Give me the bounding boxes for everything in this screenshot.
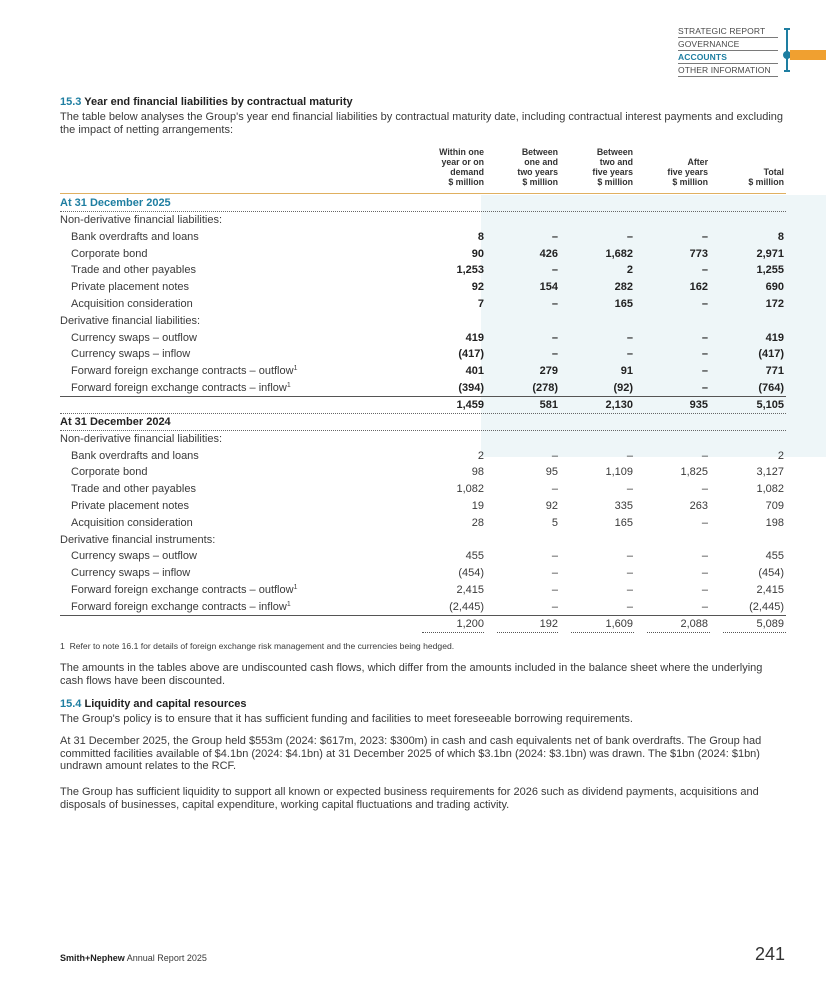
- header-line: two years: [517, 167, 558, 177]
- table-row: [60, 448, 786, 465]
- cell-value: 172: [765, 298, 784, 310]
- row-label-text: Trade and other payables: [71, 264, 196, 277]
- cell-value: 5: [551, 516, 558, 529]
- cell-value: 2: [626, 264, 633, 277]
- header-line: After: [687, 157, 708, 167]
- table-row: [60, 279, 786, 296]
- row-label: [71, 483, 196, 495]
- footer-brand: [60, 953, 207, 963]
- total-underline: [571, 632, 634, 633]
- cell-value: (394): [458, 382, 484, 394]
- row-label-text: Corporate bond: [71, 466, 148, 479]
- cell-value: 335: [614, 500, 633, 512]
- table-row: [60, 565, 786, 582]
- cell-value: 98: [471, 466, 484, 479]
- cell-value: 690: [765, 281, 784, 294]
- totals-row: [60, 397, 786, 414]
- header-line: Between: [596, 147, 633, 157]
- total-value: 1,200: [456, 617, 484, 630]
- table-row: [60, 246, 786, 263]
- row-label: [71, 466, 147, 478]
- cell-value: (417): [758, 348, 784, 361]
- row-label-text: Bank overdrafts and loans: [71, 449, 199, 462]
- cell-value: –: [626, 550, 633, 563]
- cell-value: 92: [545, 500, 558, 512]
- cell-value: (278): [532, 382, 558, 394]
- section-15-3-intro: The table below analyses the Group's year end financial liabilities by contractual maturity date, including contractual interest payments and excluding the impact of netting arrangements:: [60, 111, 784, 136]
- header-line: demand: [450, 167, 484, 177]
- row-label-text: Forward foreign exchange contracts – inflow: [71, 382, 287, 394]
- cell-value: –: [626, 584, 633, 596]
- col-header-after-five-years: [667, 157, 708, 187]
- cell-value: –: [551, 298, 558, 310]
- cell-value: –: [626, 230, 633, 243]
- cell-value: 1,253: [456, 264, 484, 277]
- col-header-total: [748, 167, 784, 187]
- row-label: [71, 281, 189, 293]
- row-label: [71, 348, 190, 360]
- table-row: [60, 296, 786, 313]
- cell-value: –: [551, 584, 558, 596]
- cell-value: (454): [458, 567, 484, 580]
- header-rule: [60, 193, 786, 194]
- cell-value: (92): [613, 382, 633, 394]
- section-title: Year end financial liabilities by contractual maturity: [84, 96, 353, 108]
- cell-value: (2,445): [449, 600, 484, 613]
- cell-value: 19: [471, 500, 484, 512]
- cell-value: –: [701, 483, 708, 496]
- cell-value: (2,445): [749, 600, 784, 613]
- cell-value: 279: [539, 365, 558, 378]
- cell-value: 2: [777, 449, 784, 462]
- cell-value: (764): [758, 382, 784, 394]
- row-label-text: Acquisition consideration: [71, 298, 193, 310]
- header-line: Within one: [439, 147, 484, 157]
- cell-value: 3,127: [756, 466, 784, 479]
- table-row: [60, 464, 786, 481]
- header-line: $ million: [448, 177, 484, 187]
- row-label: [71, 450, 199, 462]
- table-row: [60, 330, 786, 347]
- row-label-text: Currency swaps – outflow: [71, 550, 197, 563]
- nav-tick: [784, 28, 790, 30]
- row-label: [71, 248, 147, 260]
- cell-value: 1,082: [756, 483, 784, 496]
- header-line: two and: [599, 157, 633, 167]
- cell-value: 455: [765, 550, 784, 563]
- header-line: five years: [667, 167, 708, 177]
- row-label: [71, 382, 291, 394]
- row-label: [71, 231, 199, 243]
- total-value: 1,459: [456, 398, 484, 411]
- cell-value: –: [701, 365, 708, 378]
- nav-other-information[interactable]: OTHER INFORMATION: [678, 64, 778, 77]
- footnote-ref: 1: [293, 365, 298, 373]
- col-header-within-one-year: [439, 147, 484, 187]
- cell-value: –: [626, 567, 633, 580]
- liquidity-sufficiency: The Group has sufficient liquidity to support all known or expected business requirements for 2026 such as dividend payments, acquisitions and disposals of businesses, capital expenditure, working capital fluctuations and trading activity.: [60, 786, 759, 811]
- group-heading: [60, 212, 786, 229]
- table-row: [60, 262, 786, 279]
- cell-value: –: [551, 600, 558, 613]
- cell-value: 1,682: [605, 247, 633, 260]
- undiscounted-note: The amounts in the tables above are undiscounted cash flows, which differ from the amounts included in the balance sheet where the underlying cash flows have been discounted.: [60, 662, 763, 687]
- cell-value: 2: [477, 449, 484, 462]
- section-15-3-heading: [60, 96, 353, 108]
- total-value: 935: [689, 398, 708, 411]
- cell-value: 165: [614, 516, 633, 529]
- report-name: Annual Report 2025: [126, 953, 207, 963]
- header-line: five years: [592, 167, 633, 177]
- table-row: [60, 481, 786, 498]
- row-label: [71, 601, 291, 613]
- table-row: [60, 548, 786, 565]
- year-heading-2024: [60, 414, 786, 431]
- cell-value: 419: [465, 331, 484, 344]
- col-header-two-to-five-years: [592, 147, 633, 187]
- row-label-text: Private placement notes: [71, 281, 190, 294]
- row-label-text: Forward foreign exchange contracts – inflow: [71, 600, 287, 613]
- cell-value: 7: [477, 298, 484, 310]
- row-label-text: Currency swaps – inflow: [71, 567, 191, 580]
- total-value: 581: [539, 398, 558, 411]
- row-label: [71, 365, 297, 377]
- cell-value: 282: [614, 281, 633, 294]
- footnote-ref: 1: [286, 600, 291, 608]
- cell-value: 426: [539, 247, 558, 260]
- total-value: 192: [539, 617, 558, 630]
- row-label-text: Private placement notes: [71, 500, 190, 512]
- col-header-one-to-two-years: [517, 147, 558, 187]
- cell-value: –: [701, 348, 708, 361]
- footnote: [60, 641, 454, 651]
- total-value: 5,105: [756, 398, 784, 411]
- cell-value: 263: [689, 500, 708, 512]
- row-label-text: Corporate bond: [71, 247, 148, 260]
- nav-governance[interactable]: GOVERNANCE: [678, 38, 778, 51]
- cell-value: –: [626, 449, 633, 462]
- table-row: [60, 582, 786, 599]
- total-underline: [497, 632, 558, 633]
- total-value: 2,088: [680, 617, 708, 630]
- brand-name: Smith+Nephew: [60, 953, 125, 963]
- footnote-ref: 1: [293, 584, 298, 591]
- cell-value: –: [551, 483, 558, 496]
- year-heading-2025: [60, 195, 786, 212]
- section-number: 15.3: [60, 96, 82, 108]
- cell-value: –: [701, 600, 708, 613]
- cell-value: –: [701, 567, 708, 580]
- row-label-text: Trade and other payables: [71, 483, 196, 496]
- cell-value: –: [626, 483, 633, 496]
- total-underline: [422, 632, 484, 633]
- row-label: [71, 550, 197, 562]
- cell-value: 401: [465, 365, 484, 378]
- cell-value: 198: [765, 516, 784, 529]
- group-heading-label: Non-derivative financial liabilities:: [60, 214, 223, 226]
- cell-value: –: [701, 584, 708, 596]
- cell-value: –: [701, 298, 708, 310]
- table-row: [60, 515, 786, 532]
- cell-value: 2,415: [756, 584, 784, 596]
- table-row: [60, 363, 786, 380]
- cell-value: –: [701, 331, 708, 344]
- cell-value: 8: [477, 230, 484, 243]
- cell-value: (454): [758, 567, 784, 580]
- header-line: $ million: [748, 177, 784, 187]
- group-heading-label: Derivative financial liabilities:: [60, 314, 201, 327]
- cell-value: 90: [471, 247, 484, 260]
- nav-accounts[interactable]: ACCOUNTS: [678, 51, 778, 64]
- cell-value: –: [551, 264, 558, 277]
- cell-value: –: [551, 567, 558, 580]
- cell-value: (417): [458, 348, 484, 361]
- cell-value: –: [701, 550, 708, 563]
- cell-value: 709: [765, 500, 784, 512]
- cell-value: 455: [465, 550, 484, 563]
- cell-value: 28: [471, 516, 484, 529]
- cell-value: 162: [689, 281, 708, 294]
- total-value: 5,089: [756, 617, 784, 630]
- header-line: $ million: [522, 177, 558, 187]
- cell-value: –: [626, 348, 633, 361]
- table-row: [60, 599, 786, 616]
- cell-value: –: [551, 449, 558, 462]
- header-line: $ million: [672, 177, 708, 187]
- row-label-text: Forward foreign exchange contracts – outflow: [71, 365, 294, 378]
- liquidity-policy: The Group's policy is to ensure that it has sufficient funding and facilities to meet foreseeable borrowing requirements.: [60, 713, 633, 725]
- row-label: [71, 517, 193, 529]
- cell-value: –: [551, 348, 558, 361]
- cell-value: 2,971: [756, 247, 784, 260]
- row-label: [71, 332, 197, 344]
- row-label: [71, 298, 193, 310]
- nav-tick: [784, 70, 790, 72]
- row-label: [71, 500, 189, 512]
- cell-value: 2,415: [456, 584, 484, 596]
- liquidity-cash-facilities: At 31 December 2025, the Group held $553m (2024: $617m, 2023: $300m) in cash and cash equivalents net of bank overdrafts. The Group had committed facilities available of $4.1bn (2024: $4.1bn) at 31 December 2025 of which $3.1bn (2024: $3.1bn) was drawn. The $1bn (2024: $1bn) undrawn amount relates to the RCF.: [60, 735, 762, 772]
- header-line: $ million: [597, 177, 633, 187]
- row-label-text: Forward foreign exchange contracts – outflow: [71, 584, 294, 596]
- cell-value: –: [701, 516, 708, 529]
- cell-value: –: [701, 382, 708, 394]
- cell-value: 91: [620, 365, 633, 378]
- cell-value: 95: [545, 466, 558, 479]
- group-heading: [60, 532, 786, 549]
- section-nav: [678, 25, 778, 77]
- cell-value: –: [701, 449, 708, 462]
- cell-value: –: [701, 264, 708, 277]
- cell-value: 771: [765, 365, 784, 378]
- group-heading: [60, 431, 786, 448]
- section-number: 15.4: [60, 698, 82, 710]
- table-row: [60, 380, 786, 397]
- cell-value: 1,255: [756, 264, 784, 277]
- footnote-text: Refer to note 16.1 for details of foreign exchange risk management and the currencies being hedged.: [69, 641, 455, 651]
- total-underline: [647, 632, 710, 633]
- cell-value: 1,082: [456, 483, 484, 496]
- cell-value: –: [551, 331, 558, 344]
- header-line: Total: [763, 167, 784, 177]
- table-row: [60, 498, 786, 515]
- table-row: [60, 229, 786, 246]
- row-label: [71, 264, 196, 276]
- cell-value: –: [551, 550, 558, 563]
- header-line: one and: [524, 157, 558, 167]
- group-heading: [60, 313, 786, 330]
- row-label: [71, 584, 297, 596]
- row-label-text: Bank overdrafts and loans: [71, 230, 199, 243]
- cell-value: 154: [539, 281, 558, 294]
- row-label-text: Currency swaps – inflow: [71, 348, 191, 361]
- cell-value: –: [626, 600, 633, 613]
- total-underline: [723, 632, 786, 633]
- section-title: Liquidity and capital resources: [84, 698, 247, 710]
- header-line: Between: [521, 147, 558, 157]
- group-heading-label: Derivative financial instruments:: [60, 533, 216, 546]
- cell-value: 1,825: [680, 466, 708, 479]
- nav-accent-tab: [790, 50, 826, 60]
- header-line: year or on: [441, 157, 484, 167]
- footnote-marker: 1: [60, 641, 65, 651]
- cell-value: –: [701, 230, 708, 243]
- cell-value: 773: [689, 247, 708, 260]
- nav-rail: [786, 28, 788, 72]
- total-value: 1,609: [605, 617, 633, 630]
- table-row: [60, 346, 786, 363]
- year-heading-2024-label: At 31 December 2024: [60, 415, 171, 428]
- cell-value: 92: [471, 281, 484, 294]
- cell-value: –: [626, 331, 633, 344]
- year-heading-2025-label: At 31 December 2025: [60, 197, 171, 209]
- cell-value: 165: [614, 298, 633, 310]
- row-label-text: Currency swaps – outflow: [71, 331, 197, 344]
- group-heading-label: Non-derivative financial liabilities:: [60, 432, 223, 445]
- cell-value: 8: [777, 230, 784, 243]
- cell-value: 1,109: [605, 466, 633, 479]
- row-label-text: Acquisition consideration: [71, 516, 193, 529]
- totals-row: [60, 616, 786, 633]
- cell-value: 419: [765, 331, 784, 344]
- section-15-4-heading: [60, 698, 246, 710]
- nav-strategic-report[interactable]: STRATEGIC REPORT: [678, 25, 778, 38]
- row-label: [71, 567, 190, 579]
- page-number: 241: [754, 944, 785, 964]
- cell-value: –: [551, 230, 558, 243]
- total-value: 2,130: [605, 398, 633, 411]
- footnote-ref: 1: [286, 382, 291, 389]
